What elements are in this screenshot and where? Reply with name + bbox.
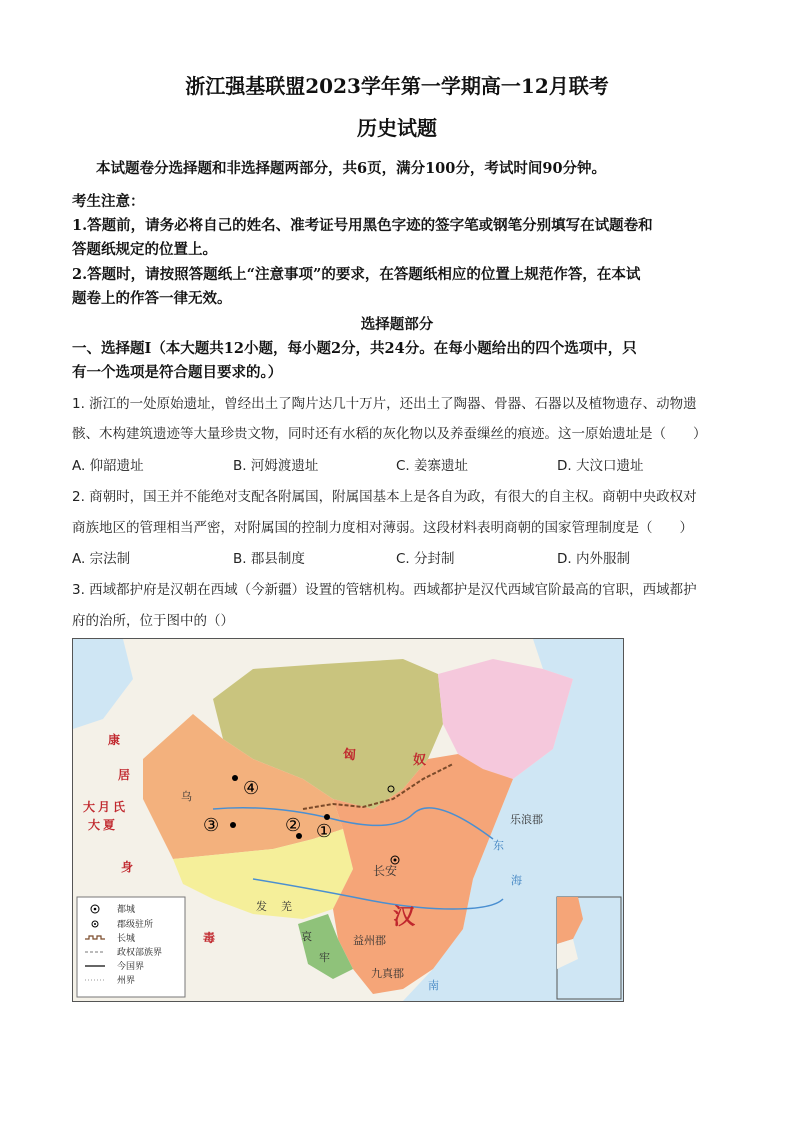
capital-icon-dot bbox=[394, 859, 397, 862]
question-2-option-b[interactable]: B. 郡县制度 bbox=[233, 551, 305, 567]
label-xiongnu-2: 奴 bbox=[413, 752, 427, 767]
page-title: 浙江强基联盟2023学年第一学期高一12月联考 bbox=[185, 74, 609, 98]
label-dong: 东 bbox=[493, 840, 504, 852]
label-daxia: 大 夏 bbox=[88, 818, 116, 832]
part-heading-line-2: 有一个选项是符合题目要求的。） bbox=[72, 364, 283, 381]
label-hai: 海 bbox=[511, 875, 522, 887]
notice-item-1-line-2: 答题纸规定的位置上。 bbox=[72, 241, 217, 258]
legend-label-border: 今国界 bbox=[117, 962, 145, 972]
label-jiuzhen: 九真郡 bbox=[371, 968, 404, 980]
marker-1-label: ① bbox=[316, 821, 333, 842]
question-2-option-a[interactable]: A. 宗法制 bbox=[72, 551, 131, 567]
question-1-option-d[interactable]: D. 大汶口遗址 bbox=[557, 458, 644, 474]
question-3-line-1: 3. 西域都护府是汉朝在西域（今新疆）设置的管辖机构。西域都护是汉代西域官阶最高的官职，西域都护 bbox=[72, 582, 697, 598]
question-2-option-c[interactable]: C. 分封制 bbox=[396, 551, 455, 567]
question-2-line-2: 商族地区的管理相当严密，对附属国的控制力度相对薄弱。这段材料表明商朝的国家管理制度是（ ） bbox=[72, 520, 693, 536]
part-heading-line-1: 一、选择题Ⅰ（本大题共12小题，每小题2分，共24分。在每小题给出的四个选项中，只 bbox=[72, 340, 637, 357]
label-wu: 乌 bbox=[181, 791, 192, 803]
map-legend bbox=[77, 897, 185, 997]
question-1-option-a[interactable]: A. 仰韶遗址 bbox=[72, 458, 144, 474]
marker-4-label: ④ bbox=[243, 778, 260, 799]
label-changan: 长安 bbox=[373, 864, 398, 878]
question-1-option-b[interactable]: B. 河姆渡遗址 bbox=[233, 458, 319, 474]
question-1-line-1: 1. 浙江的一处原始遗址，曾经出土了陶片达几十万片，还出土了陶器、骨器、石器以及植物遗存、动物遗 bbox=[72, 396, 697, 412]
label-xiongnu-1: 匈 bbox=[343, 747, 357, 762]
label-han: 汉 bbox=[393, 904, 416, 929]
label-fa: 发 bbox=[256, 901, 267, 913]
question-2-line-1: 2. 商朝时，国王并不能绝对支配各附属国，附属国基本上是各自为政，有很大的自主权。商朝中央政权对 bbox=[72, 489, 697, 505]
label-ju: 居 bbox=[118, 768, 131, 782]
notice-heading: 考生注意： bbox=[72, 193, 145, 210]
western-han-map bbox=[72, 638, 624, 1002]
marker-1-dot[interactable] bbox=[324, 814, 330, 820]
label-kang: 康 bbox=[108, 733, 121, 747]
marker-3-dot[interactable] bbox=[230, 822, 236, 828]
label-du: 毒 bbox=[203, 931, 216, 945]
question-1-option-c[interactable]: C. 姜寨遗址 bbox=[396, 458, 469, 474]
question-1-line-2: 骸、木构建筑遗迹等大量珍贵文物，同时还有水稻的灰化物以及养蚕缫丝的痕迹。这一原始遗址是（ ） bbox=[72, 426, 707, 442]
section-heading: 选择题部分 bbox=[360, 316, 434, 333]
exam-intro: 本试题卷分选择题和非选择题两部分，共6页，满分100分，考试时间90分钟。 bbox=[96, 160, 607, 177]
marker-3-label: ③ bbox=[203, 815, 220, 836]
legend-label-prefecture: 郡级驻所 bbox=[117, 920, 154, 930]
legend-label-capital: 都城 bbox=[117, 905, 136, 915]
label-nan: 南 bbox=[428, 980, 439, 992]
label-dayuezhi: 大 月 氏 bbox=[83, 800, 126, 814]
question-3-line-2: 府的治所，位于图中的（） bbox=[72, 613, 234, 629]
notice-item-1-line-1: 1.答题前，请务必将自己的姓名、准考证号用黑色字迹的签字笔或钢笔分别填写在试题卷和 bbox=[72, 217, 653, 234]
label-lao: 牢 bbox=[319, 952, 330, 964]
label-lelang: 乐浪郡 bbox=[510, 814, 543, 826]
legend-label-wall: 长城 bbox=[117, 934, 136, 944]
legend-label-boundary: 政权部族界 bbox=[117, 948, 163, 958]
marker-4-dot[interactable] bbox=[232, 775, 238, 781]
label-qiang: 羌 bbox=[281, 901, 292, 913]
page-subtitle: 历史试题 bbox=[357, 116, 437, 140]
notice-item-2-line-1: 2.答题时，请按照答题纸上“注意事项”的要求，在答题纸相应的位置上规范作答，在本试 bbox=[72, 266, 641, 283]
label-shen: 身 bbox=[121, 860, 134, 874]
label-ai: 哀 bbox=[301, 931, 312, 943]
legend-label-province: 州界 bbox=[117, 976, 136, 986]
question-2-option-d[interactable]: D. 内外服制 bbox=[557, 551, 630, 567]
label-yizhou: 益州郡 bbox=[353, 935, 386, 947]
notice-item-2-line-2: 题卷上的作答一律无效。 bbox=[72, 290, 232, 307]
south-sea-inset bbox=[557, 897, 621, 999]
marker-2-label: ② bbox=[285, 815, 302, 836]
